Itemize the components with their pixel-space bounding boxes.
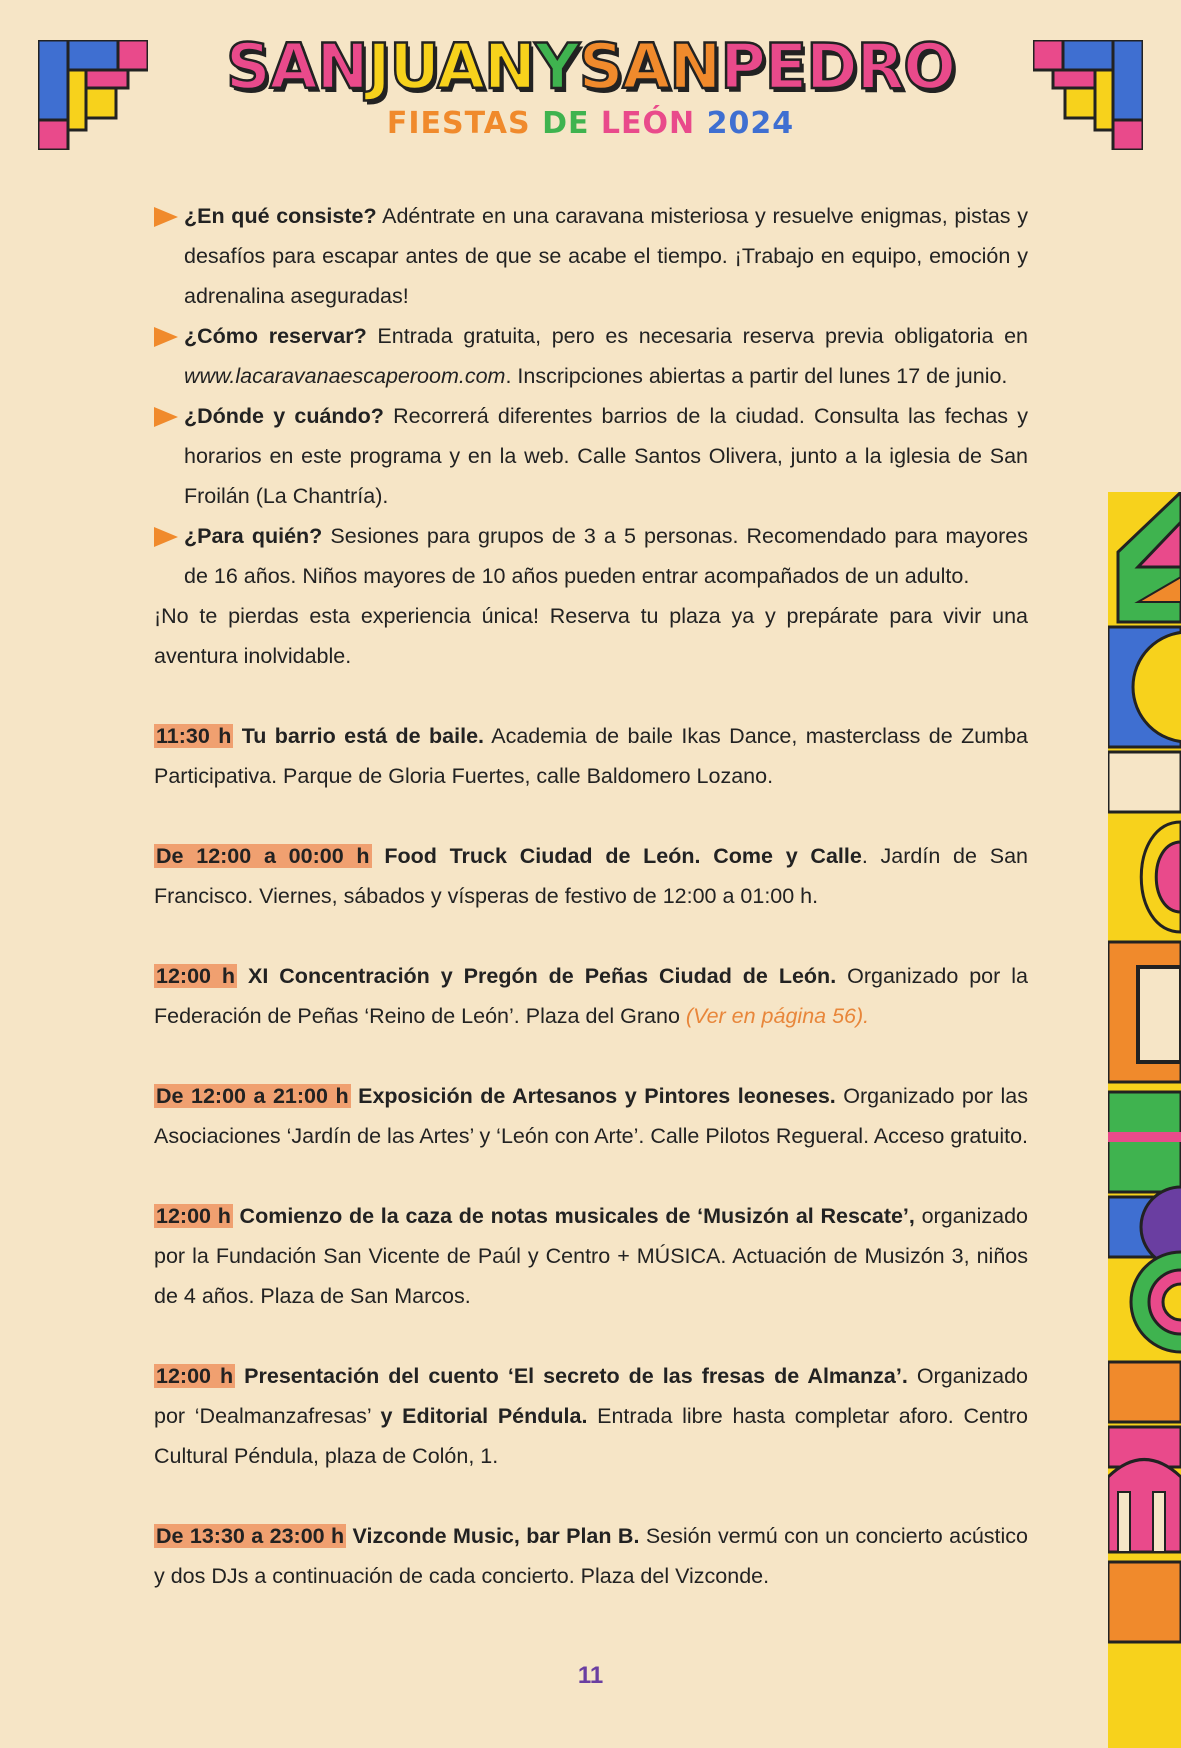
event-item [154, 836, 1028, 916]
bullet-text: Entrada gratuita, pero es necesaria reserva previa obligatoria en [366, 324, 1028, 348]
event-description: Academia de baile Ikas Dance, masterclass de Zumba Participativa. Parque de Gloria Fuertes, calle Baldomero Lozano. [154, 724, 1029, 788]
bullet-question: ¿Para quién? [184, 524, 323, 548]
bullet-question: ¿Cómo reservar? [184, 324, 367, 348]
event-time: 12:00 h [156, 1204, 231, 1228]
title-part: PEDRO [720, 30, 956, 103]
event-time: 11:30 h [156, 724, 232, 748]
event-description: Sesión vermú con un concierto acústico y dos DJs a continuación de cada concierto. Plaza del Vizconde. [154, 1524, 1028, 1588]
event-title: y Editorial Péndula. [380, 1404, 588, 1428]
booking-url-link[interactable]: www.lacaravanaescaperoom.com [184, 364, 506, 388]
page-number: 11 [577, 1662, 604, 1689]
title-part: SAN [225, 30, 368, 103]
bullet-item [154, 196, 1028, 316]
festival-subtitle [0, 106, 1181, 141]
bullet-question: ¿Dónde y cuándo? [184, 404, 384, 428]
event-title: Vizconde Music, bar Plan B. [346, 1524, 640, 1548]
event-description: . Jardín de San Francisco. Viernes, sábados y vísperas de festivo de 12:00 a 01:00 h. [154, 844, 1028, 908]
event-item [154, 1076, 1028, 1156]
festival-title [0, 30, 1181, 103]
decorative-border-icon [1108, 492, 1181, 1748]
event-item [154, 956, 1028, 1036]
bullet-question: ¿En qué consiste? [184, 204, 377, 228]
bullet-item [154, 516, 1028, 596]
page-header [0, 30, 1181, 141]
subtitle-year: 2024 [706, 106, 795, 141]
bullet-item [154, 396, 1028, 516]
event-time: 12:00 h [156, 964, 236, 988]
event-time: De 12:00 a 00:00 h [156, 844, 370, 868]
event-title: Tu barrio está de baile. [233, 724, 485, 748]
event-title: Food Truck Ciudad de León. Come y Calle [371, 844, 862, 868]
bullet-item [154, 316, 1028, 396]
closing-paragraph: ¡No te pierdas esta experiencia única! Reserva tu plaza ya y prepárate para vivir una aventura inolvidable. [154, 604, 1028, 668]
subtitle-word: FIESTAS [386, 106, 531, 141]
event-time: De 13:30 a 23:00 h [156, 1524, 345, 1548]
page-reference-link[interactable]: (Ver en página 56). [685, 1004, 870, 1028]
event-description: organizado por la Fundación San Vicente de Paúl y Centro + MÚSICA. Actuación de Musizón 3, niños de 4 años. Plaza de San Marcos. [154, 1204, 1028, 1308]
bullet-arrow-icon [154, 527, 178, 547]
subtitle-word: LEÓN [600, 106, 696, 141]
title-part: SAN [578, 30, 721, 103]
bullet-arrow-icon [154, 327, 178, 347]
event-time: 12:00 h [156, 1364, 234, 1388]
event-time: De 12:00 a 21:00 h [156, 1084, 349, 1108]
bullet-arrow-icon [154, 207, 178, 227]
event-item [154, 1516, 1028, 1596]
bullet-text: Recorrerá diferentes barrios de la ciudad. Consulta las fechas y horarios en este programa y en la web. Calle Santos Olivera, junto a la iglesia de San Froilán (La Chantría). [184, 404, 1028, 508]
event-title: Comienzo de la caza de notas musicales de ‘Musizón al Rescate’, [232, 1204, 915, 1228]
event-title: Presentación del cuento ‘El secreto de las fresas de Almanza’. [235, 1364, 908, 1388]
event-description: Entrada libre hasta completar aforo. Centro Cultural Péndula, plaza de Colón, 1. [154, 1404, 1029, 1468]
event-item [154, 716, 1028, 796]
event-title: XI Concentración y Pregón de Peñas Ciudad de León. [237, 964, 837, 988]
event-description: Organizado por las Asociaciones ‘Jardín de las Artes’ y ‘León con Arte’. Calle Pilotos Regueral. Acceso gratuito. [154, 1084, 1029, 1148]
bullet-text: Adéntrate en una caravana misteriosa y resuelve enigmas, pistas y desafíos para escapar antes de que se acabe el tiempo. ¡Trabajo en equipo, emoción y adrenalina aseguradas! [184, 204, 1028, 308]
event-description: Organizado por ‘Dealmanzafresas’ [154, 1364, 1028, 1428]
main-content [154, 196, 1028, 1596]
event-item [154, 1356, 1028, 1476]
event-item [154, 1196, 1028, 1316]
subtitle-word: DE [542, 106, 590, 141]
title-part: JUAN [367, 30, 535, 103]
title-part: Y [534, 30, 579, 103]
bullet-text: . Inscripciones abiertas a partir del lunes 17 de junio. [505, 364, 1008, 388]
bullet-text: Sesiones para grupos de 3 a 5 personas. Recomendado para mayores de 16 años. Niños mayores de 10 años pueden entrar acompañados de un adulto. [184, 524, 1028, 588]
bullet-arrow-icon [154, 407, 178, 427]
event-description: Organizado por la Federación de Peñas ‘Reino de León’. Plaza del Grano [154, 964, 1028, 1028]
event-title: Exposición de Artesanos y Pintores leoneses. [350, 1084, 836, 1108]
